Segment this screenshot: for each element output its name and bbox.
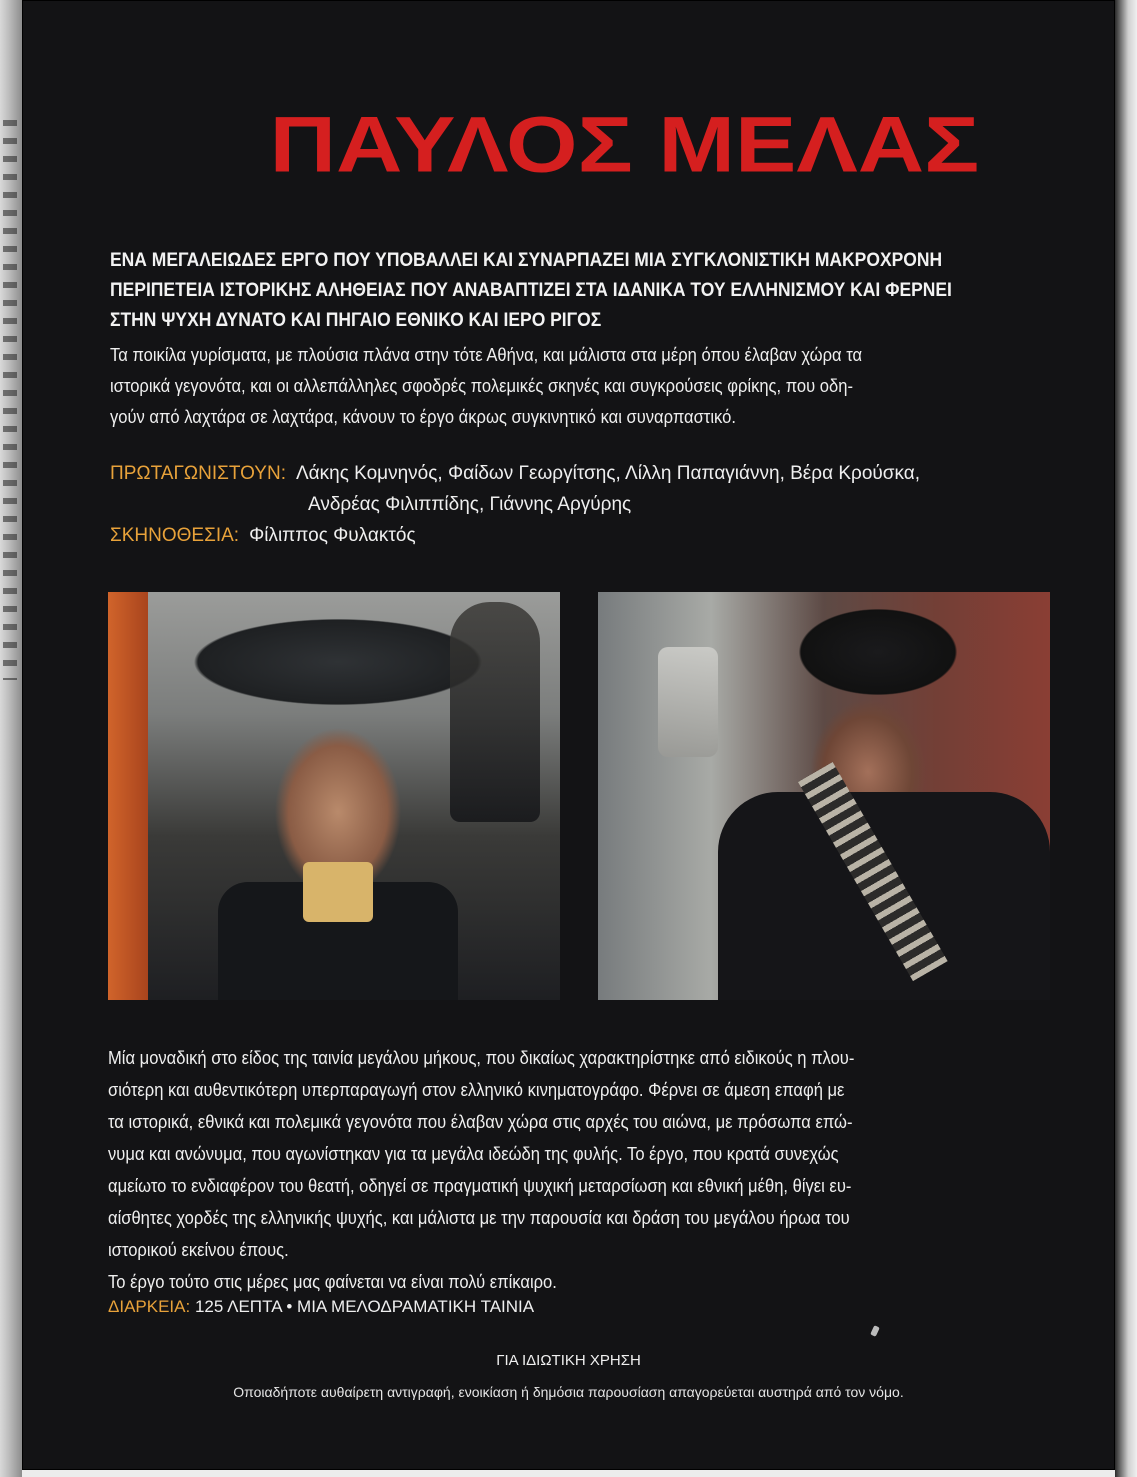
cast-names: Λάκης Κομνηνός, Φαίδων Γεωργίτσης, Λίλλη Παπαγιάννη, Βέρα Κρούσκα, [295, 463, 921, 484]
cast-row-continued [110, 489, 1110, 520]
cast-names-continued: Ανδρέας Φιλιππίδης, Γιάννης Αργύρης [308, 494, 632, 515]
duration-line [108, 1294, 1008, 1320]
cast-row [110, 458, 1110, 489]
synopsis-line: Το έργο τούτο στις μέρες μας φαίνεται να είναι πολύ επίκαιρο. [108, 1272, 557, 1292]
intro-description-line: ιστορικά γεγονότα, και οι αλλεπάλληλες σφοδρές πολεμικές σκηνές και συγκρούσεις φρίκης, που οδη- [110, 376, 853, 396]
intro-tagline-line: ΕΝΑ ΜΕΓΑΛΕΙΩΔΕΣ ΕΡΓΟ ΠΟΥ ΥΠΟΒΑΛΛΕΙ ΚΑΙ ΣΥΝΑΡΠΑΖΕΙ ΜΙΑ ΣΥΓΚΛΟΝΙΣΤΙΚΗ ΜΑΚΡΟΧΡΟΝΗ [110, 250, 943, 271]
film-still-fighter [598, 592, 1050, 1000]
intro-tagline-line: ΣΤΗΝ ΨΥΧΗ ΔΥΝΑΤΟ ΚΑΙ ΠΗΓΑΙΟ ΕΘΝΙΚΟ ΚΑΙ ΙΕΡΟ ΡΙΓΟΣ [110, 310, 602, 331]
synopsis-line: σιότερη και αυθεντικότερη υπερπαραγωγή στον ελληνικό κινηματογράφο. Φέρνει σε άμεση επαφή με [108, 1080, 845, 1100]
cast-label: ΠΡΩΤΑΓΩΝΙΣΤΟΥΝ: [110, 463, 286, 484]
duration-label: ΔΙΑΡΚΕΙΑ: [108, 1297, 191, 1316]
synopsis [108, 1042, 1065, 1298]
intro-description-line: Τα ποικίλα γυρίσματα, με πλούσια πλάνα στην τότε Αθήνα, και μάλιστα στα μέρη όπου έλαβαν χώρα τα [110, 345, 863, 365]
movie-title: ΠΑΥΛΟΣ ΜΕΛΑΣ [269, 100, 980, 189]
dvd-back-cover [22, 0, 1115, 1470]
director-row [110, 520, 1110, 551]
director-label: ΣΚΗΝΟΘΕΣΙΑ: [110, 525, 240, 546]
duration-value: 125 ΛΕΠΤΑ [194, 1297, 282, 1316]
film-still-officer [108, 592, 560, 1000]
synopsis-line: αίσθητες χορδές της ελληνικής ψυχής, και μάλιστα με την παρουσία και δράση του μεγάλου ήρωα του [108, 1208, 850, 1228]
separator-dot: • [286, 1297, 293, 1316]
genre-value: ΜΙΑ ΜΕΛΟΔΡΑΜΑΤΙΚΗ ΤΑΙΝΙΑ [297, 1297, 535, 1316]
synopsis-line: αμείωτο το ενδιαφέρον του θεατή, οδηγεί σε πραγματική ψυχική μεταρσίωση και εθνική μέθη, θίγει ευ- [108, 1176, 852, 1196]
copyright-notice: Οποιαδήποτε αυθαίρετη αντιγραφή, ενοικίαση ή δημόσια παρουσίαση απαγορεύεται αυστηρά από τον νόμο. [233, 1384, 904, 1400]
synopsis-line: Μία μοναδική στο είδος της ταινία μεγάλου μήκους, που δικαίως χαρακτηρίστηκε από ειδικούς η πλου- [108, 1048, 855, 1068]
intro-tagline-line: ΠΕΡΙΠΕΤΕΙΑ ΙΣΤΟΡΙΚΗΣ ΑΛΗΘΕΙΑΣ ΠΟΥ ΑΝΑΒΑΠΤΙΖΕΙ ΣΤΑ ΙΔΑΝΙΚΑ ΤΟΥ ΕΛΛΗΝΙΣΜΟΥ ΚΑΙ ΦΕΡΝΕΙ [110, 280, 952, 301]
director-name: Φίλιππος Φυλακτός [249, 525, 416, 546]
private-use-heading: ΓΙΑ ΙΔΙΩΤΙΚΗ ΧΡΗΣΗ [496, 1352, 641, 1369]
dvd-case-spine [0, 0, 22, 1477]
synopsis-line: τα ιστορικά, εθνικά και πολεμικά γεγονότα που έλαβαν χώρα στις αρχές του αιώνα, με πρόσωπα επώ- [108, 1112, 853, 1132]
intro-description [110, 340, 1067, 433]
intro-tagline [110, 246, 1067, 336]
scratch-mark [870, 1325, 880, 1337]
case-right-edge [1115, 0, 1137, 1477]
credits-block [110, 458, 1110, 551]
intro-description-line: γούν από λαχτάρα σε λαχτάρα, κάνουν το έργο άκρως συγκινητικό και συναρπαστικό. [110, 407, 736, 427]
synopsis-line: νυμα και ανώνυμα, που αγωνίστηκαν για τα μεγάλα ιδεώδη της φυλής. Το έργο, που κρατά συνεχώς [108, 1144, 839, 1164]
synopsis-line: ιστορικού εκείνου έπους. [108, 1240, 289, 1260]
spine-marks [3, 120, 17, 680]
